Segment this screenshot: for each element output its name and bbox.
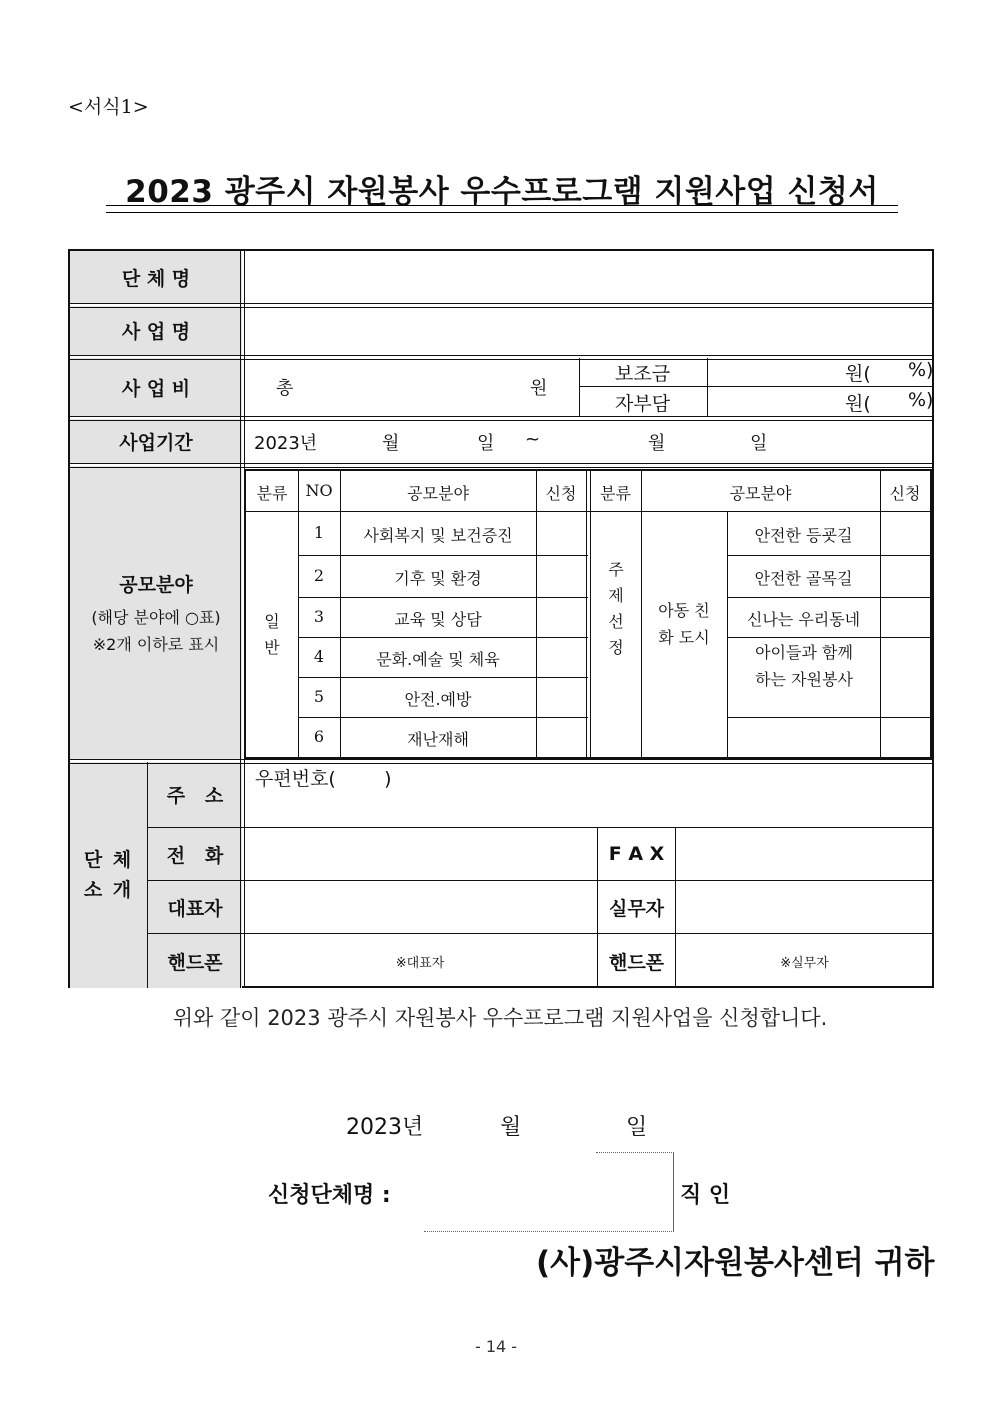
col-header-field: 공모분야	[407, 484, 469, 503]
col-divider	[147, 762, 148, 988]
row-divider	[148, 933, 932, 934]
subsidy-percent: %)	[908, 359, 934, 381]
col-header-no: NO	[305, 481, 333, 500]
apply-checkbox[interactable]	[538, 557, 585, 596]
field-selection-table	[244, 469, 932, 759]
general-item-name: 교육 및 상담	[394, 610, 482, 629]
row-divider	[148, 827, 932, 828]
rep-mobile-input[interactable]	[245, 935, 595, 987]
date-day: 일	[626, 1115, 648, 1140]
period-end-day: 일	[750, 433, 768, 454]
address-label: 주 소	[166, 785, 224, 807]
general-item-name: 기후 및 환경	[394, 569, 482, 588]
col-header-category: 분류	[256, 484, 288, 503]
staff-mobile-label: 핸드폰	[608, 951, 665, 974]
period-header	[70, 419, 242, 463]
org-name-header	[70, 251, 242, 303]
mobile-header	[148, 934, 242, 988]
apply-checkbox[interactable]	[538, 639, 585, 676]
col-divider	[586, 471, 591, 757]
org-name-input[interactable]	[245, 251, 932, 303]
staff-input[interactable]	[677, 882, 932, 932]
col-divider	[880, 471, 881, 757]
row-divider	[727, 637, 930, 638]
general-item-no: 3	[313, 607, 325, 626]
row-divider	[727, 597, 930, 598]
budget-total-input[interactable]	[330, 366, 520, 402]
closing-statement: 위와 같이 2023 광주시 자원봉사 우수프로그램 지원사업을 신청합니다.	[172, 1006, 828, 1030]
apply-checkbox[interactable]	[538, 513, 585, 554]
general-item-name: 사회복지 및 보건증진	[363, 526, 513, 545]
period-start-day: 일	[477, 433, 495, 454]
row-divider	[298, 555, 588, 556]
field-header	[70, 466, 242, 759]
budget-header	[70, 358, 242, 416]
recipient: (사)광주시자원봉사센터 귀하	[536, 1245, 935, 1281]
application-form-table	[68, 249, 934, 988]
general-item-name: 문화.예술 및 체육	[376, 650, 500, 669]
row-divider	[298, 717, 588, 718]
field-label: 공모분야	[119, 574, 193, 596]
subsidy-amount-input[interactable]	[715, 360, 840, 384]
row-divider	[70, 303, 932, 308]
row-divider	[727, 717, 930, 718]
theme-item-name: 신나는 우리동네	[746, 610, 861, 629]
col-divider	[675, 828, 676, 988]
budget-label: 사 업 비	[121, 377, 191, 400]
general-item-no: 2	[313, 566, 325, 585]
row-divider	[70, 416, 932, 421]
org-intro-header	[70, 762, 147, 988]
date-year: 2023년	[346, 1115, 424, 1140]
budget-total-unit: 원	[530, 378, 548, 399]
general-item-no: 1	[313, 523, 325, 542]
general-item-no: 4	[313, 647, 325, 666]
theme-item-name: 아이들과 함께하는 자원봉사	[755, 643, 853, 689]
applicant-label: 신청단체명 :	[268, 1183, 391, 1208]
general-item-name: 안전.예방	[404, 690, 472, 709]
general-item-no: 5	[313, 687, 325, 706]
rep-mobile-note: ※대표자	[395, 955, 445, 971]
phone-label: 전 화	[166, 844, 224, 867]
general-category-label: 일 반	[264, 612, 280, 657]
general-item-name: 재난재해	[407, 730, 469, 749]
self-burden-label: 자부담	[615, 393, 671, 415]
col-header-category-2: 분류	[600, 484, 631, 503]
mobile-label: 핸드폰	[167, 951, 223, 974]
apply-checkbox[interactable]	[882, 639, 930, 716]
project-name-input[interactable]	[245, 306, 932, 355]
theme-item-name: 안전한 등굣길	[754, 526, 853, 545]
col-divider	[579, 358, 580, 416]
fax-label: F A X	[608, 843, 665, 865]
field-note-mark: (해당 분야에 ○표)	[91, 608, 221, 627]
self-burden-amount-input[interactable]	[715, 390, 840, 414]
general-item-no: 6	[313, 727, 325, 746]
phone-header	[148, 828, 242, 880]
row-divider	[246, 511, 930, 512]
postal-code-label: 우편번호( )	[255, 768, 392, 790]
rep-input[interactable]	[245, 882, 595, 932]
row-divider	[298, 637, 588, 638]
row-divider	[727, 555, 930, 556]
title-double-underline	[106, 205, 898, 213]
address-header	[148, 762, 242, 827]
org-intro-label: 단 체 소 개	[83, 849, 134, 901]
staff-mobile-header	[598, 934, 675, 988]
apply-checkbox[interactable]	[882, 513, 930, 554]
row-divider	[148, 880, 932, 881]
col-header-apply: 신청	[545, 484, 577, 503]
staff-mobile-input[interactable]	[677, 935, 932, 987]
staff-header	[598, 881, 675, 933]
theme-group-label: 아동 친화 도시	[658, 601, 710, 647]
field-note-limit: ※2개 이하로 표시	[92, 635, 220, 654]
subsidy-unit: 원(	[845, 363, 871, 385]
date-month: 월	[500, 1115, 522, 1140]
apply-checkbox[interactable]	[538, 679, 585, 716]
staff-mobile-note: ※실무자	[780, 955, 829, 971]
page-number: - 14 -	[474, 1337, 518, 1356]
project-name-label: 사 업 명	[121, 321, 191, 343]
signature-box-edge	[596, 1152, 674, 1153]
period-year: 2023년	[254, 433, 318, 454]
apply-checkbox[interactable]	[882, 557, 930, 596]
row-divider	[70, 759, 932, 764]
apply-checkbox[interactable]	[538, 719, 585, 756]
period-end-month: 월	[648, 433, 666, 454]
document-title: 2023 광주시 자원봉사 우수프로그램 지원사업 신청서	[125, 174, 879, 210]
applicant-name-input[interactable]	[424, 1152, 674, 1232]
col-divider	[536, 471, 537, 757]
fax-header	[598, 828, 675, 880]
period-tilde: ~	[525, 429, 541, 450]
theme-item-name: 안전한 골목길	[754, 569, 853, 588]
self-burden-percent: %)	[908, 389, 934, 411]
period-label: 사업기간	[119, 431, 193, 454]
project-name-header	[70, 306, 242, 355]
col-divider	[727, 511, 728, 757]
col-divider	[707, 358, 708, 416]
rep-header	[148, 881, 242, 933]
row-divider	[70, 463, 932, 468]
theme-category-label: 주 제 선 정	[608, 560, 624, 657]
phone-input[interactable]	[245, 829, 595, 879]
apply-checkbox[interactable]	[882, 599, 930, 636]
col-divider	[641, 471, 642, 757]
col-header-field-2: 공모분야	[729, 484, 792, 503]
budget-total-prefix: 총	[276, 378, 294, 399]
apply-checkbox[interactable]	[538, 599, 585, 636]
self-burden-unit: 원(	[845, 393, 871, 415]
row-divider	[298, 597, 588, 598]
period-start-month: 월	[382, 433, 400, 454]
org-name-label: 단 체 명	[121, 267, 191, 290]
col-header-apply-2: 신청	[889, 484, 921, 503]
row-divider	[298, 677, 588, 678]
form-label: <서식1>	[68, 96, 149, 118]
rep-label: 대표자	[167, 897, 223, 920]
address-input[interactable]	[245, 791, 932, 825]
staff-label: 실무자	[608, 897, 665, 920]
subsidy-label: 보조금	[615, 363, 671, 385]
row-divider	[579, 386, 932, 387]
seal-label: 직 인	[680, 1183, 731, 1208]
fax-input[interactable]	[677, 829, 932, 879]
